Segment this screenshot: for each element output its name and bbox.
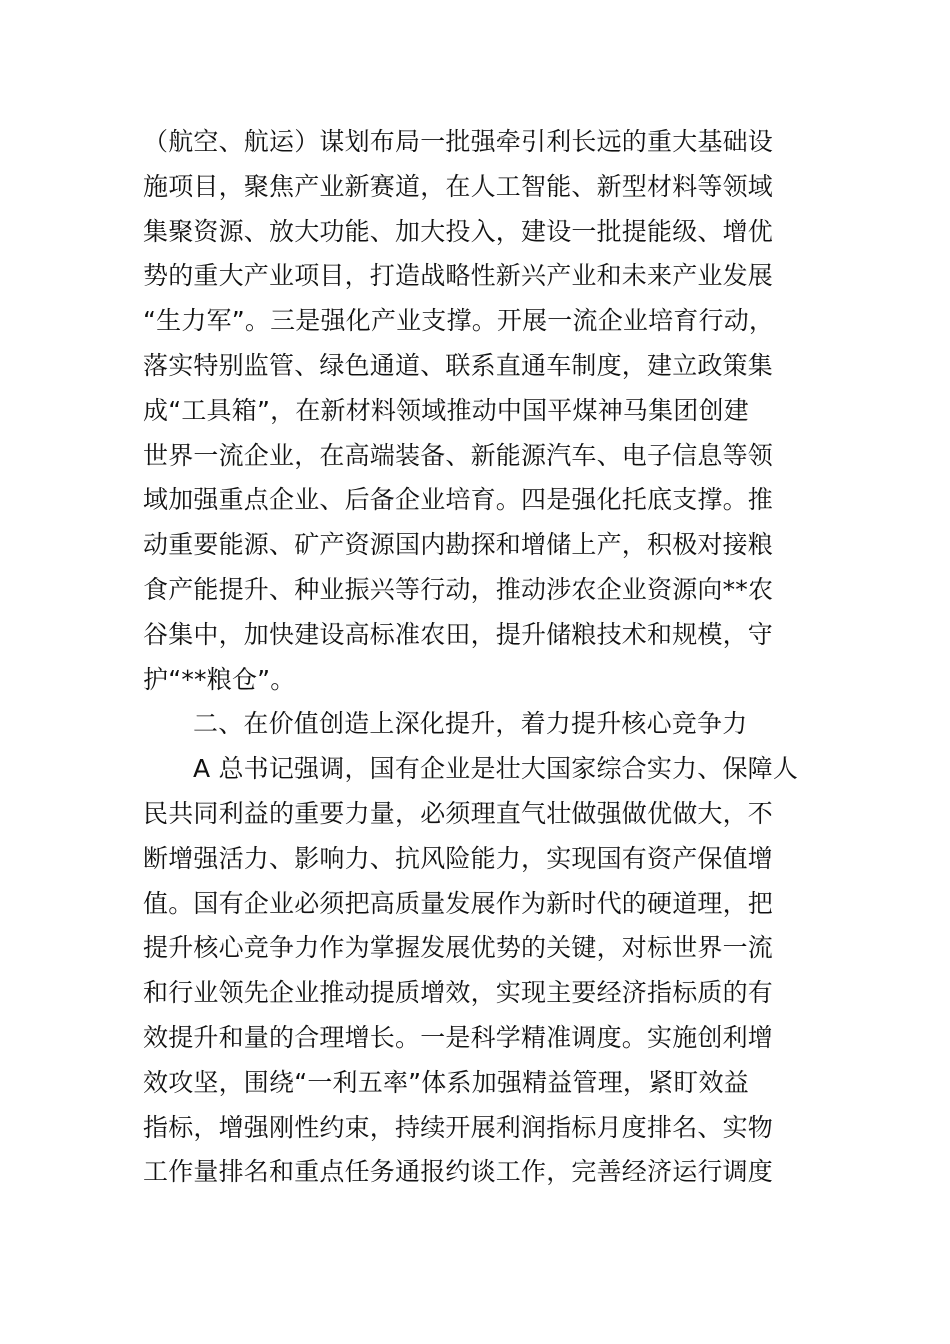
text-line: 谷集中，加快建设高标准农田，提升储粮技术和规模，守	[143, 619, 774, 649]
text-line: 护“**粮仓”。	[143, 664, 296, 694]
text-line: 落实特别监管、绿色通道、联系直通车制度，建立政策集	[143, 350, 774, 380]
text-line: 值。国有企业必须把高质量发展作为新时代的硬道理，把	[143, 888, 774, 918]
text-line: 工作量排名和重点任务通报约谈工作，完善经济运行调度	[143, 1157, 774, 1187]
text-line: 断增强活力、影响力、抗风险能力，实现国有资产保值增	[143, 843, 774, 873]
text-line: 势的重大产业项目，打造战略性新兴产业和未来产业发展	[143, 261, 774, 291]
text-line: 食产能提升、种业振兴等行动，推动涉农企业资源向**农	[143, 574, 774, 604]
section-heading: 二、在价值创造上深化提升，着力提升核心竞争力	[193, 709, 748, 739]
document-body	[143, 120, 823, 1195]
text-line: 指标，增强刚性约束，持续开展利润指标月度排名、实物	[143, 1112, 774, 1142]
paragraph-first-line: A 总书记强调，国有企业是壮大国家综合实力、保障人	[193, 754, 799, 784]
text-line: 效攻坚，围绕“一利五率”体系加强精益管理，紧盯效益	[143, 1067, 749, 1097]
text-line: 域加强重点企业、后备企业培育。四是强化托底支撑。推	[143, 485, 774, 515]
text-line: “生力军”。三是强化产业支撑。开展一流企业培育行动，	[143, 306, 775, 336]
text-line: （航空、航运）谋划布局一批强牵引利长远的重大基础设	[143, 127, 774, 156]
text-line: 成“工具箱”，在新材料领域推动中国平煤神马集团创建	[143, 395, 749, 425]
text-line: 民共同利益的重要力量，必须理直气壮做强做优做大，不	[143, 798, 774, 828]
text-line: 动重要能源、矿产资源国内勘探和增储上产，积极对接粮	[143, 530, 774, 560]
text-line: 集聚资源、放大功能、加大投入，建设一批提能级、增优	[143, 216, 774, 246]
text-line: 世界一流企业，在高端装备、新能源汽车、电子信息等领	[143, 440, 774, 470]
text-line: 和行业领先企业推动提质增效，实现主要经济指标质的有	[143, 978, 774, 1008]
text-line: 效提升和量的合理增长。一是科学精准调度。实施创利增	[143, 1022, 774, 1052]
text-line: 施项目，聚焦产业新赛道，在人工智能、新型材料等领域	[143, 171, 774, 201]
text-line: 提升核心竞争力作为掌握发展优势的关键，对标世界一流	[143, 933, 774, 963]
